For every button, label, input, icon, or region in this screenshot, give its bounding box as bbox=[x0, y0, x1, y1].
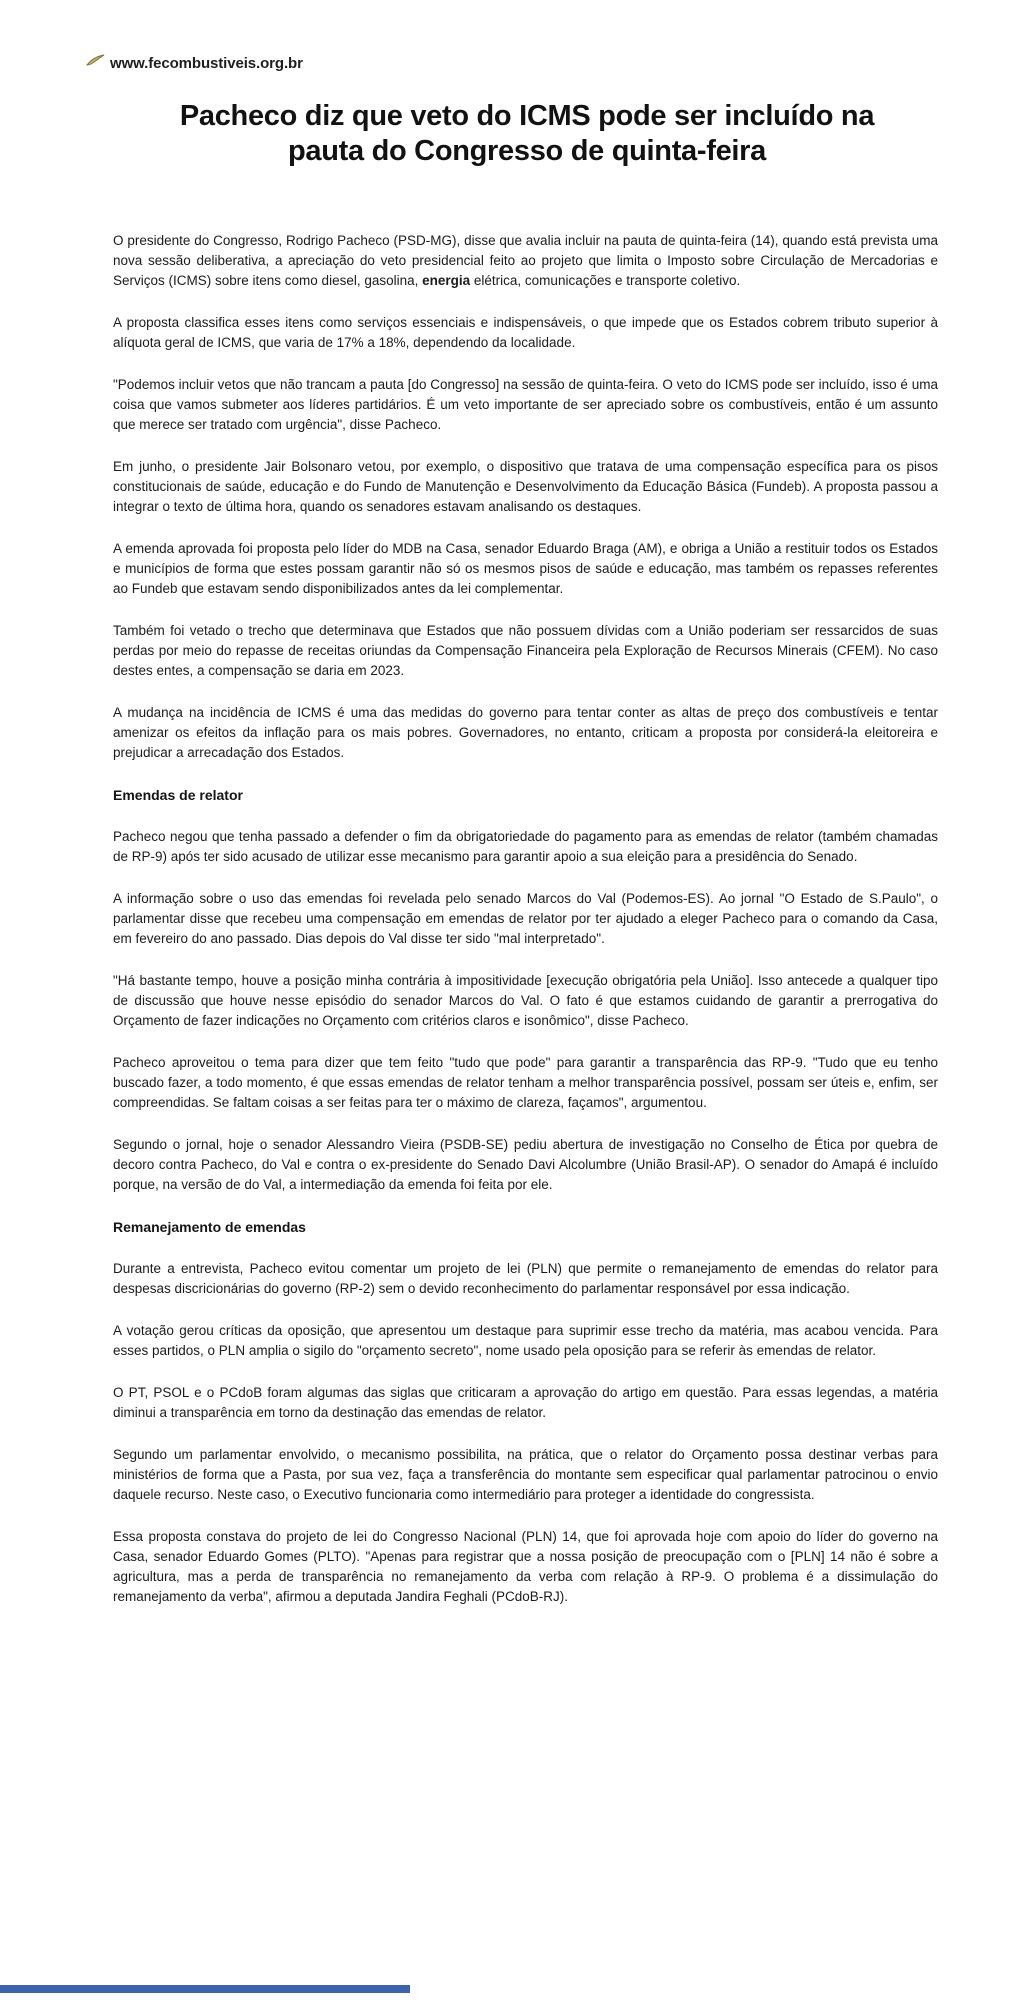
section-heading-emendas-de-relator: Emendas de relator bbox=[113, 787, 243, 803]
article-paragraph-13: Durante a entrevista, Pacheco evitou comentar um projeto de lei (PLN) que permite o remanejamento de emendas do relator para despesas discricionárias do governo (RP-2) sem o devido reconhecimento do parlamentar responsável por essa indicação. bbox=[113, 1261, 938, 1296]
article-paragraph-9: A informação sobre o uso das emendas foi revelada pelo senado Marcos do Val (Podemos-ES). Ao jornal "O Estado de S.Paulo", o parlamentar disse que recebeu uma compensação em emendas de relator por ter ajudado a eleger Pacheco para o comando da Casa, em fevereiro do ano passado. Dias depois do Val disse ter sido "mal interpretado". bbox=[113, 891, 938, 946]
article-paragraph-12: Segundo o jornal, hoje o senador Alessandro Vieira (PSDB-SE) pediu abertura de investigação no Conselho de Ética por quebra de decoro contra Pacheco, do Val e contra o ex-presidente do Senado Davi Alcolumbre (União Brasil-AP). O senador do Amapá é incluído porque, na versão de do Val, a intermediação da emenda foi feita por ele. bbox=[113, 1137, 938, 1192]
article-paragraph-10: "Há bastante tempo, houve a posição minha contrária à impositividade [execução obrigatória pela União]. Isso antecede a qualquer tipo de discussão que houve nesse episódio do senador Marcos do Val. O fato é que estamos cuidando de garantir a prerrogativa do Orçamento de fazer indicações no Orçamento com critérios claros e isonômico", disse Pacheco. bbox=[113, 973, 938, 1028]
article-paragraph-14: A votação gerou críticas da oposição, que apresentou um destaque para suprimir esse trecho da matéria, mas acabou vencida. Para esses partidos, o PLN amplia o sigilo do "orçamento secreto", nome usado pela oposição para se referir às emendas de relator. bbox=[113, 1323, 938, 1358]
article-title-line-2: pauta do Congresso de quinta-feira bbox=[287, 135, 766, 167]
article-paragraph-17: Essa proposta constava do projeto de lei do Congresso Nacional (PLN) 14, que foi aprovada hoje com apoio do líder do governo na Casa, senador Eduardo Gomes (PLTO). "Apenas para registrar que a nossa posição de preocupação com o [PLN] 14 não é sobre a agricultura, mas a perda de transparência no remanejamento da verba com relação à RP-9. O problema é a dissimulação do remanejamento da verba", afirmou a deputada Jandira Feghali (PCdoB-RJ). bbox=[113, 1529, 938, 1604]
article-title bbox=[99, 99, 955, 169]
site-header bbox=[86, 54, 303, 72]
section-heading-remanejamento-de-emendas: Remanejamento de emendas bbox=[113, 1219, 306, 1235]
paragraph-text: elétrica, comunicações e transporte coletivo. bbox=[470, 273, 741, 288]
article-paragraph-16: Segundo um parlamentar envolvido, o mecanismo possibilita, na prática, que o relator do Orçamento possa destinar verbas para ministérios de forma que a Pasta, por sua vez, faça a transferência do montante sem especificar qual parlamentar patrocinou o envio daquele recurso. Neste caso, o Executivo funcionaria como intermediário para proteger a identidade do congressista. bbox=[113, 1447, 938, 1502]
article-paragraph-8: Pacheco negou que tenha passado a defender o fim da obrigatoriedade do pagamento para as emendas de relator (também chamadas de RP-9) após ter sido acusado de utilizar esse mecanismo para garantir apoio a sua eleição para a presidência do Senado. bbox=[113, 829, 938, 864]
article-paragraph-11: Pacheco aproveitou o tema para dizer que tem feito "tudo que pode" para garantir a transparência das RP-9. "Tudo que eu tenho buscado fazer, a todo momento, é que essas emendas de relator tenham a melhor transparência possível, possam ser úteis e, enfim, ser compreendidas. Se faltam coisas a ser feitas para ter o máximo de clareza, façamos", argumentou. bbox=[113, 1055, 938, 1110]
article-body bbox=[113, 231, 938, 1629]
article-paragraph-6: Também foi vetado o trecho que determinava que Estados que não possuem dívidas com a União poderiam ser ressarcidos de suas perdas por meio do repasse de receitas oriundas da Compensação Financeira pela Exploração de Recursos Minerais (CFEM). No caso destes entes, a compensação se daria em 2023. bbox=[113, 623, 938, 678]
footer-accent-bar bbox=[0, 1985, 410, 1993]
article-paragraph-2: A proposta classifica esses itens como serviços essenciais e indispensáveis, o que impede que os Estados cobrem tributo superior à alíquota geral de ICMS, que varia de 17% a 18%, dependendo da localidade. bbox=[113, 315, 938, 350]
article-paragraph-5: A emenda aprovada foi proposta pelo líder do MDB na Casa, senador Eduardo Braga (AM), e obriga a União a restituir todos os Estados e municípios de forma que estes possam garantir não só os mesmos pisos de saúde e educação, mas também os repasses referentes ao Fundeb que estavam sendo disponibilizados antes da lei complementar. bbox=[113, 541, 938, 596]
article-paragraph-7: A mudança na incidência de ICMS é uma das medidas do governo para tentar conter as altas de preço dos combustíveis e tentar amenizar os efeitos da inflação para os mais pobres. Governadores, no entanto, criticam a proposta por considerá-la eleitoreira e prejudicar a arrecadação dos Estados. bbox=[113, 705, 938, 760]
article-paragraph-1 bbox=[113, 231, 938, 291]
article-paragraph-15: O PT, PSOL e o PCdoB foram algumas das siglas que criticaram a aprovação do artigo em questão. Para essas legendas, a matéria diminui a transparência em torno da destinação das emendas de relator. bbox=[113, 1385, 938, 1420]
article-paragraph-3: "Podemos incluir vetos que não trancam a pauta [do Congresso] na sessão de quinta-feira. O veto do ICMS pode ser incluído, isso é uma coisa que vamos submeter aos líderes partidários. É um veto importante de ser apreciado sobre os combustíveis, então é um assunto que merece ser tratado com urgência", disse Pacheco. bbox=[113, 377, 938, 432]
article-paragraph-4: Em junho, o presidente Jair Bolsonaro vetou, por exemplo, o dispositivo que tratava de uma compensação específica para os pisos constitucionais de saúde, educação e do Fundo de Manutenção e Desenvolvimento da Educação Básica (Fundeb). A proposta passou a integrar o texto de última hora, quando os senadores estavam analisando os destaques. bbox=[113, 459, 938, 514]
article-title-line-1: Pacheco diz que veto do ICMS pode ser incluído na bbox=[179, 100, 875, 132]
site-url: www.fecombustiveis.org.br bbox=[110, 54, 303, 72]
bold-keyword: energia bbox=[422, 273, 471, 288]
paragraph-text: O presidente do Congresso, Rodrigo Pacheco (PSD-MG), disse que avalia incluir na pauta de quinta-feira (14), quando está prevista uma nova sessão deliberativa, a apreciação do veto presidencial feito ao projeto que limita o Imposto sobre Circulação de Mercadorias e Serviços (ICMS) sobre itens como diesel, gasolina, bbox=[113, 233, 938, 288]
feather-swoosh-icon bbox=[86, 54, 105, 72]
